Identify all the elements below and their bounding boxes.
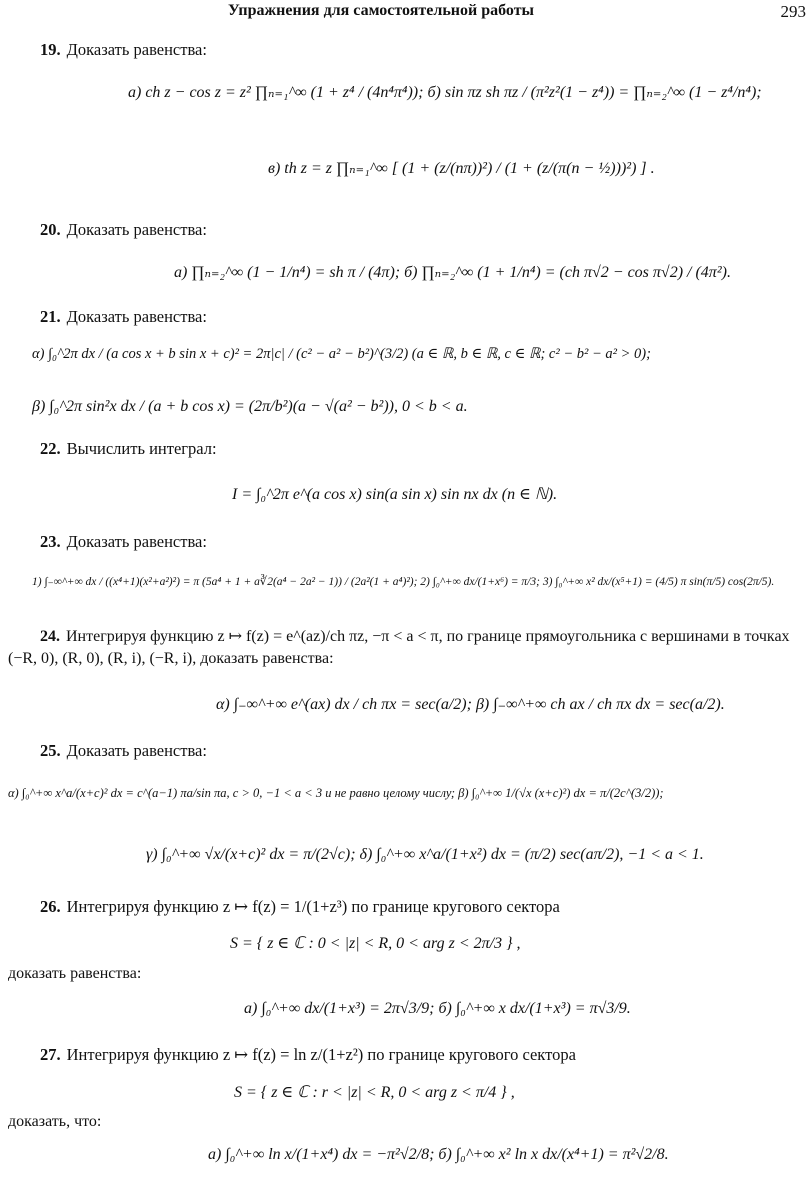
exercise-27-set: S = { z ∈ ℂ : r < |z| < R, 0 < arg z < π/4 } , — [234, 1084, 515, 1101]
exercise-23-title: 23. Доказать равенства: — [40, 532, 207, 551]
running-title: Упражнения для самостоятельной работы — [228, 2, 535, 19]
exercise-24-formula: α) ∫₋∞^+∞ e^(ax) dx / ch πx = sec(a/2); β) ∫₋∞^+∞ ch ax / ch πx dx = sec(a/2). — [216, 696, 725, 713]
exercise-27-continuation: доказать, что: — [8, 1113, 102, 1130]
exercise-20-title: 20. Доказать равенства: — [40, 220, 207, 239]
exercise-19-formula-v: в) th z = z ∏ₙ₌₁^∞ [ (1 + (z/(nπ))²) / (1 + (z/(π(n − ½)))²) ] . — [268, 160, 655, 177]
page-header — [0, 2, 812, 22]
exercise-23-formula: 1) ∫₋∞^+∞ dx / ((x⁴+1)(x²+a²)²) = π (5a⁴ + 1 + a∛2(a⁴ − 2a² − 1)) / (2a²(1 + a⁴)²); 2) ∫₀^+∞ dx/(1+x⁶) = π/3; 3) ∫₀^+∞ x² dx/(x⁵+1) = (4/5) π sin(π/5) cos(2π/5). — [32, 576, 775, 588]
exercise-25-title: 25. Доказать равенства: — [40, 741, 207, 760]
exercise-26-set: S = { z ∈ ℂ : 0 < |z| < R, 0 < arg z < 2π/3 } , — [230, 935, 521, 952]
exercise-21-title: 21. Доказать равенства: — [40, 307, 207, 326]
exercise-25-formula-gamma-delta: γ) ∫₀^+∞ √x/(x+c)² dx = π/(2√c); δ) ∫₀^+∞ x^a/(1+x²) dx = (π/2) sec(aπ/2), −1 < a < 1. — [146, 846, 704, 863]
exercise-22-formula: I = ∫₀^2π e^(a cos x) sin(a sin x) sin nx dx (n ∈ ℕ). — [232, 486, 558, 503]
exercise-27-title: 27. Интегрируя функцию z ↦ f(z) = ln z/(1+z²) по границе кругового сектора — [40, 1045, 576, 1064]
exercise-22-title: 22. Вычислить интеграл: — [40, 439, 217, 458]
exercise-25-formula-alpha-beta: α) ∫₀^+∞ x^a/(x+c)² dx = c^(a−1) πa/sin πa, c > 0, −1 < a < 3 и не равно целому числу; β) ∫₀^+∞ 1/(√x (x+c)²) dx = π/(2c^(3/2)); — [8, 786, 664, 800]
page-number: 293 — [780, 2, 806, 21]
exercise-19-formula-ab: а) ch z − cos z = z² ∏ₙ₌₁^∞ (1 + z⁴ / (4n⁴π⁴)); б) sin πz sh πz / (π²z²(1 − z⁴)) = ∏ₙ₌₂^∞ (1 − z⁴/n⁴); — [128, 84, 762, 101]
exercise-24-text: 24. Интегрируя функцию z ↦ f(z) = e^(az)/ch πz, −π < a < π, по границе прямоугольника с вершинами в точках (−R, 0), (R, 0), (R, i), (−R, i), доказать равенства: — [8, 628, 790, 667]
exercise-19-title: 19. Доказать равенства: — [40, 40, 207, 59]
exercise-26-continuation: доказать равенства: — [8, 965, 142, 982]
exercise-20-formula: а) ∏ₙ₌₂^∞ (1 − 1/n⁴) = sh π / (4π); б) ∏ₙ₌₂^∞ (1 + 1/n⁴) = (ch π√2 − cos π√2) / (4π²). — [174, 264, 731, 281]
exercise-27-formula: а) ∫₀^+∞ ln x/(1+x⁴) dx = −π²√2/8; б) ∫₀^+∞ x² ln x dx/(x⁴+1) = π²√2/8. — [208, 1146, 669, 1163]
exercise-21-formula-alpha: α) ∫₀^2π dx / (a cos x + b sin x + c)² = 2π|c| / (c² − a² − b²)^(3/2) (a ∈ ℝ, b ∈ ℝ, c ∈ ℝ; c² − b² − a² > 0); — [32, 346, 651, 362]
exercise-21-formula-beta: β) ∫₀^2π sin²x dx / (a + b cos x) = (2π/b²)(a − √(a² − b²)), 0 < b < a. — [32, 398, 468, 415]
exercise-26-title: 26. Интегрируя функцию z ↦ f(z) = 1/(1+z³) по границе кругового сектора — [40, 897, 560, 916]
exercise-26-formula: а) ∫₀^+∞ dx/(1+x³) = 2π√3/9; б) ∫₀^+∞ x dx/(1+x³) = π√3/9. — [244, 1000, 631, 1017]
